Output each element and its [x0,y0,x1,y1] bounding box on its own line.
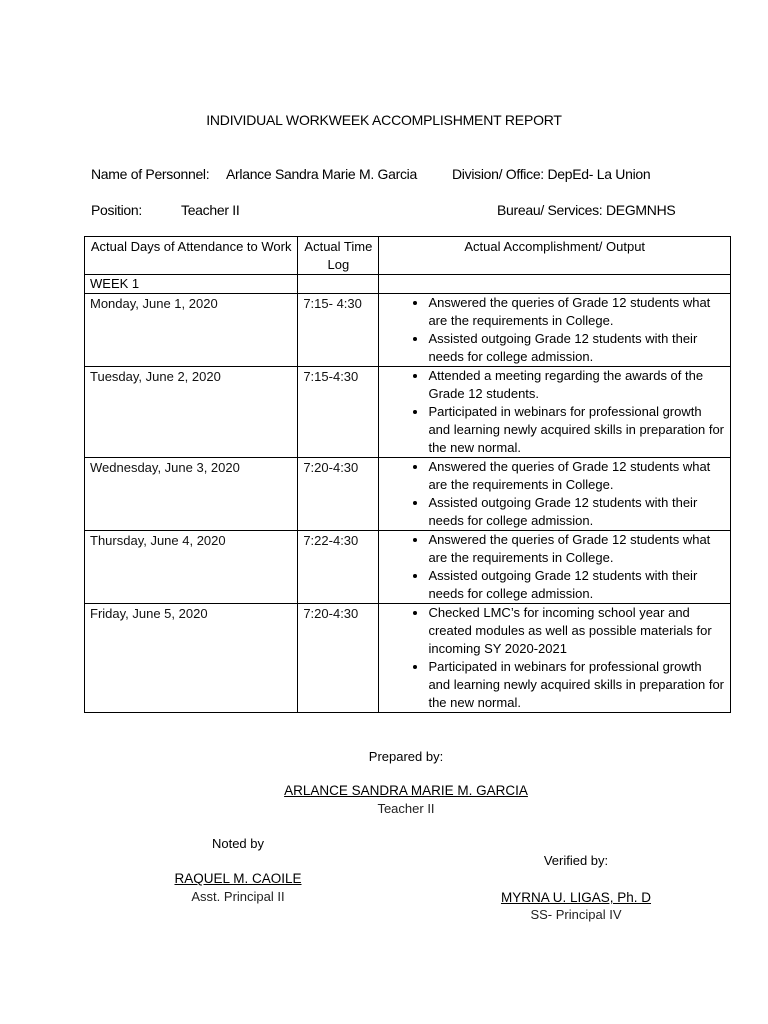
table-row [85,367,731,458]
accomplishment-item: • Participated in webinars for professional growth and learning newly acquired skills in preparation for the new normal. [428,658,725,712]
verified-name [476,890,676,905]
name-label: Name of Personnel: [91,166,210,182]
accomplishment-cell [379,367,731,458]
time-log-cell: 7:22-4:30 [298,531,379,604]
verified-name-text: MYRNA U. LIGAS, Ph. D [500,890,652,905]
accomplishment-item: • Checked LMC’s for incoming school year and created modules as well as possible materials for incoming SY 2020-2021 [428,604,725,658]
week-empty-cell [298,275,379,294]
day-cell: Monday, June 1, 2020 [85,294,298,367]
prepared-label: Prepared by: [368,749,444,764]
accomplishment-item: • Assisted outgoing Grade 12 students with their needs for college admission. [428,567,725,603]
header-time-log: Actual Time Log [298,237,379,275]
prepared-role-text: Teacher II [377,801,435,816]
day-cell: Thursday, June 4, 2020 [85,531,298,604]
accomplishment-list [384,604,725,712]
time-log-cell: 7:20-4:30 [298,458,379,531]
noted-role [138,889,338,904]
accomplishment-cell [379,531,731,604]
accomplishment-cell [379,458,731,531]
day-cell: Wednesday, June 3, 2020 [85,458,298,531]
time-log-cell: 7:15-4:30 [298,367,379,458]
table-row [85,604,731,713]
name-value: Arlance Sandra Marie M. Garcia [226,166,417,182]
accomplishment-item: • Answered the queries of Grade 12 students what are the requirements in College. [428,458,725,494]
table-row [85,458,731,531]
accomplishment-item: • Attended a meeting regarding the awards of the Grade 12 students. [428,367,725,403]
accomplishment-list [384,294,725,366]
prepared-role [0,801,768,816]
noted-label: Noted by [211,836,265,851]
accomplishment-item: • Answered the queries of Grade 12 students what are the requirements in College. [428,294,725,330]
noted-role-text: Asst. Principal II [191,889,285,904]
header-accomplishment: Actual Accomplishment/ Output [379,237,731,275]
verified-role-text: SS- Principal IV [530,907,622,922]
position-label: Position: [91,202,142,218]
week-label: WEEK 1 [85,275,298,294]
report-title: INDIVIDUAL WORKWEEK ACCOMPLISHMENT REPORT [206,112,562,128]
day-cell: Friday, June 5, 2020 [85,604,298,713]
accomplishment-item: • Answered the queries of Grade 12 students what are the requirements in College. [428,531,725,567]
day-cell: Tuesday, June 2, 2020 [85,367,298,458]
position-value: Teacher II [181,202,240,218]
accomplishment-list [384,367,725,457]
table-header-row [85,237,731,275]
accomplishment-table [84,236,731,713]
prepared-name-text: ARLANCE SANDRA MARIE M. GARCIA [284,783,528,798]
week-empty-cell [379,275,731,294]
accomplishment-list [384,531,725,603]
accomplishment-item: • Assisted outgoing Grade 12 students with their needs for college admission. [428,330,725,366]
table-row [85,294,731,367]
verified-role [476,907,676,922]
time-log-cell: 7:20-4:30 [298,604,379,713]
verified-label: Verified by: [543,853,609,868]
time-log-cell: 7:15- 4:30 [298,294,379,367]
accomplishment-cell [379,294,731,367]
week-row [85,275,731,294]
noted-name [138,871,338,886]
table-row [85,531,731,604]
accomplishment-cell [379,604,731,713]
accomplishment-item: • Assisted outgoing Grade 12 students with their needs for college admission. [428,494,725,530]
header-days: Actual Days of Attendance to Work [85,237,298,275]
noted-name-text: RAQUEL M. CAOILE [174,871,302,886]
bureau-services: Bureau/ Services: DEGMNHS [497,202,676,218]
prepared-name [0,783,768,798]
accomplishment-list [384,458,725,530]
accomplishment-item: • Participated in webinars for professional growth and learning newly acquired skills in preparation for the new normal. [428,403,725,457]
division-office: Division/ Office: DepEd- La Union [452,166,651,182]
